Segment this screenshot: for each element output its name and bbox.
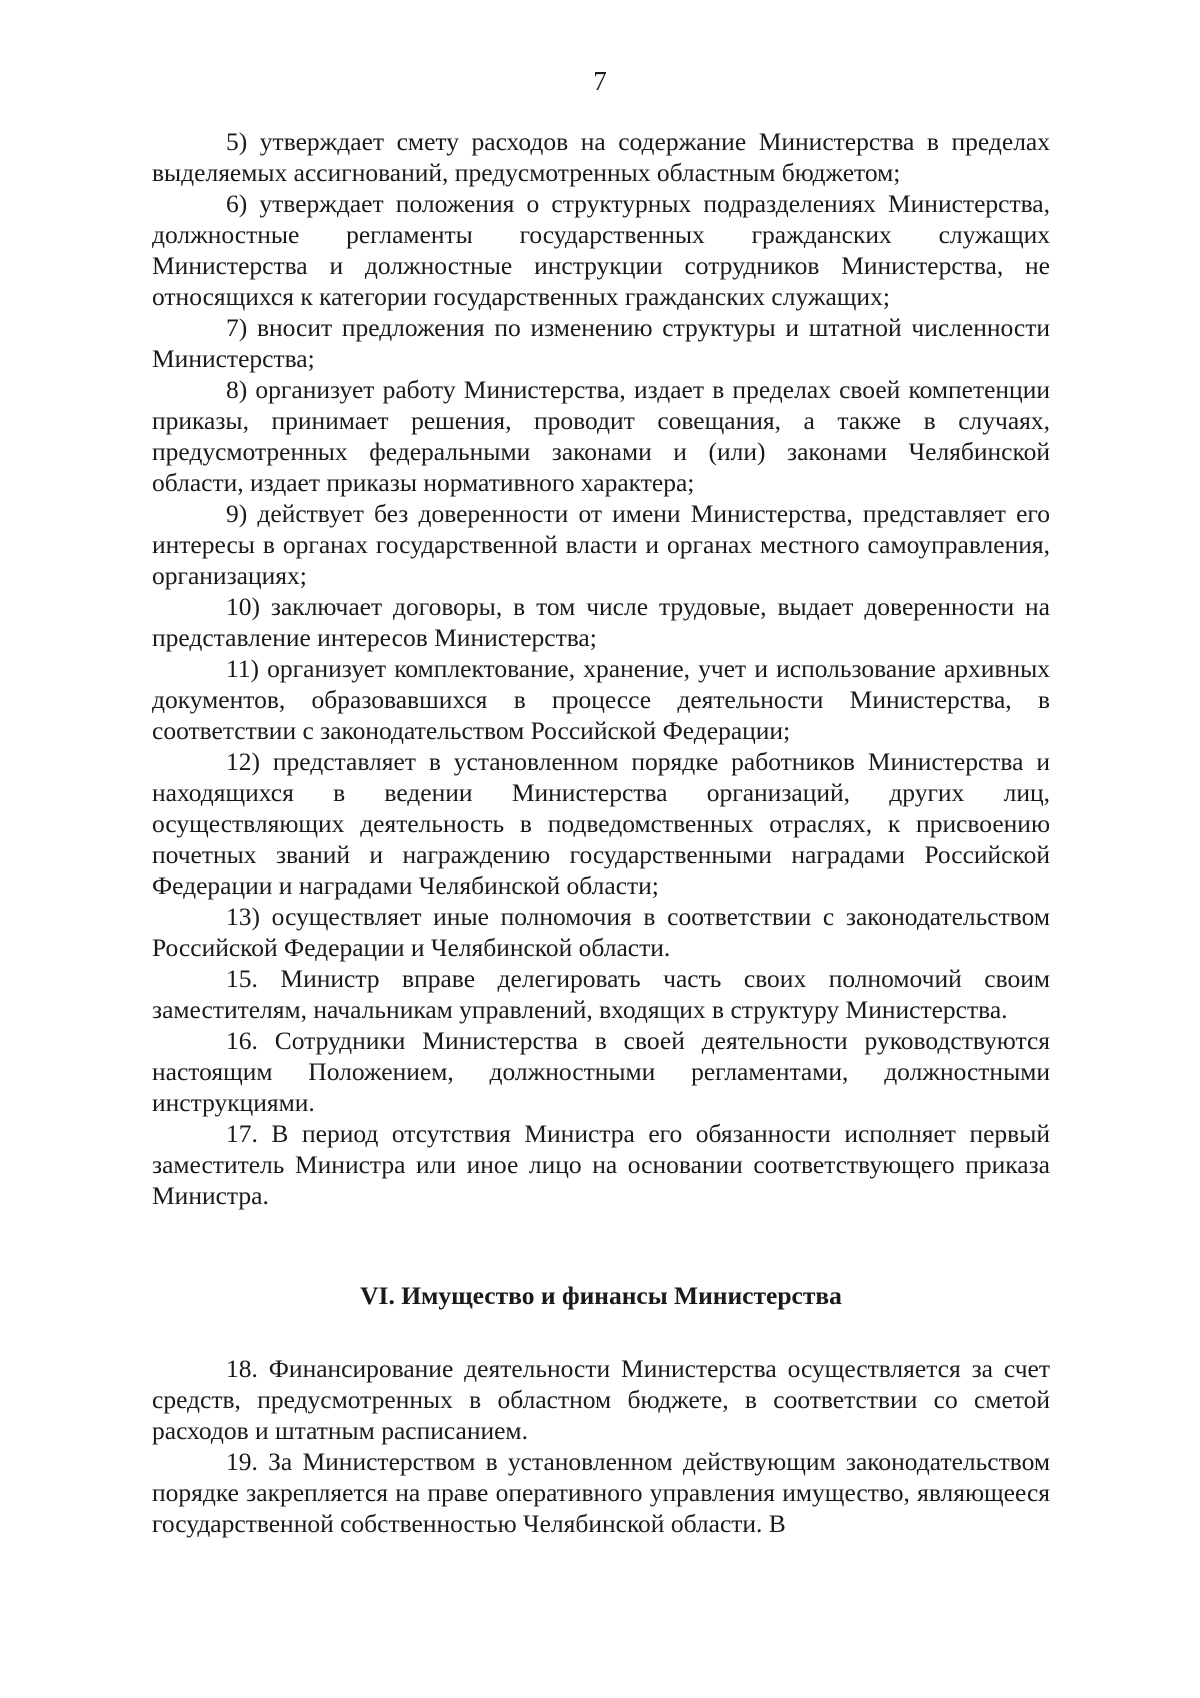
clause-18: 18. Финансирование деятельности Министерства осуществляется за счет средств, предусмотренных в областном бюджете, в соответствии со сметой расходов и штатным расписанием. bbox=[152, 1354, 1050, 1445]
paragraph-10: 10) заключает договоры, в том числе трудовые, выдает доверенности на представление интересов Министерства; bbox=[152, 592, 1050, 652]
clause-16: 16. Сотрудники Министерства в своей деятельности руководствуются настоящим Положением, должностными регламентами, должностными инструкциями. bbox=[152, 1026, 1050, 1117]
paragraph-12: 12) представляет в установленном порядке работников Министерства и находящихся в ведении Министерства организаций, других лиц, осуществляющих деятельность в подведомственных отраслях, к присвоению почетных званий и награждению государственными наградами Российской Федерации и наградами Челябинской области; bbox=[152, 747, 1050, 900]
paragraph-13: 13) осуществляет иные полномочия в соответствии с законодательством Российской Федерации и Челябинской области. bbox=[152, 902, 1050, 962]
paragraph-5: 5) утверждает смету расходов на содержание Министерства в пределах выделяемых ассигнований, предусмотренных областным бюджетом; bbox=[152, 127, 1050, 187]
paragraph-11: 11) организует комплектование, хранение, учет и использование архивных документов, образовавшихся в процессе деятельности Министерства, в соответствии с законодательством Российской Федерации; bbox=[152, 654, 1050, 745]
paragraph-7: 7) вносит предложения по изменению структуры и штатной численности Министерства; bbox=[152, 313, 1050, 373]
paragraph-8: 8) организует работу Министерства, издает в пределах своей компетенции приказы, принимает решения, проводит совещания, а также в случаях, предусмотренных федеральными законами и (или) законами Челябинской области, издает приказы нормативного характера; bbox=[152, 375, 1050, 497]
document-body bbox=[152, 126, 1050, 1211]
paragraph-9: 9) действует без доверенности от имени Министерства, представляет его интересы в органах государственной власти и органах местного самоуправления, организациях; bbox=[152, 499, 1050, 590]
page-number: 7 bbox=[593, 66, 607, 96]
clause-15: 15. Министр вправе делегировать часть своих полномочий своим заместителям, начальникам управлений, входящих в структуру Министерства. bbox=[152, 964, 1050, 1024]
section-body bbox=[152, 1353, 1050, 1539]
clause-17: 17. В период отсутствия Министра его обязанности исполняет первый заместитель Министра или иное лицо на основании соответствующего приказа Министра. bbox=[152, 1119, 1050, 1210]
paragraph-6: 6) утверждает положения о структурных подразделениях Министерства, должностные регламенты государственных гражданских служащих Министерства и должностные инструкции сотрудников Министерства, не относящихся к категории государственных гражданских служащих; bbox=[152, 189, 1050, 311]
section-heading: VI. Имущество и финансы Министерства bbox=[360, 1281, 842, 1310]
clause-19: 19. За Министерством в установленном действующим законодательством порядке закрепляется на праве оперативного управления имущество, являющееся государственной собственностью Челябинской области. В bbox=[152, 1447, 1050, 1538]
